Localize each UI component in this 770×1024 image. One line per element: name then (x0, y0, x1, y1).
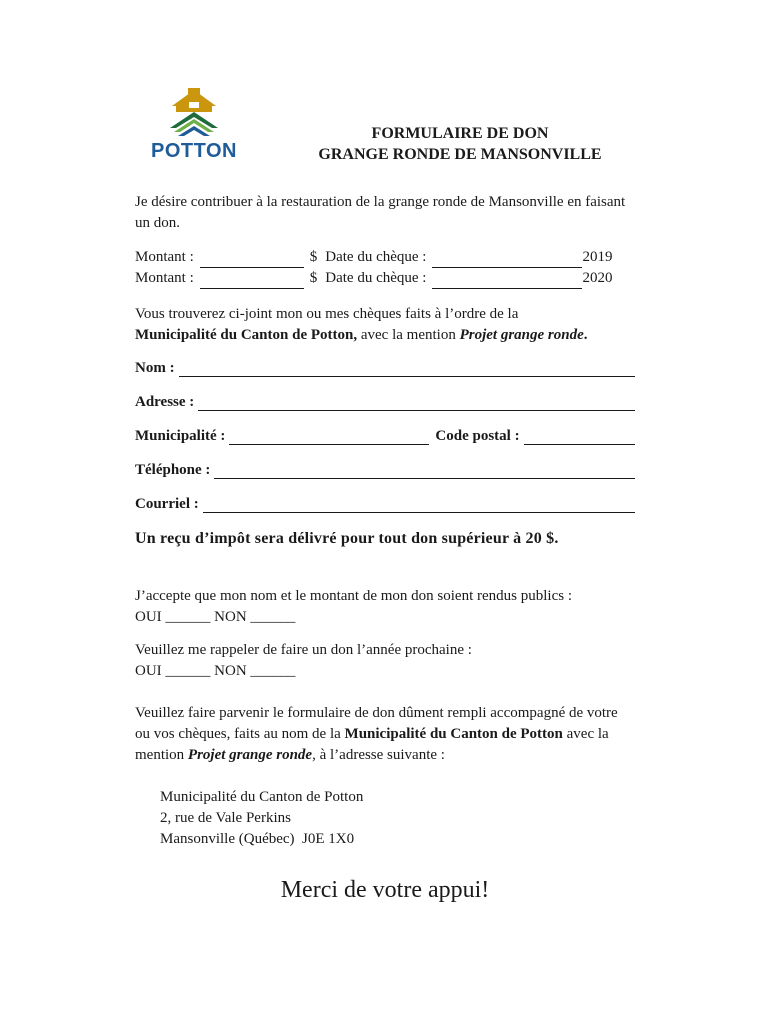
cheque-date-field[interactable] (432, 253, 582, 268)
amount-label: Montant : (135, 249, 194, 265)
address-line1: Municipalité du Canton de Potton (160, 789, 364, 805)
address-line3: Mansonville (Québec) J0E 1X0 (160, 831, 355, 847)
mailing-address (160, 787, 363, 850)
send-part3: , à l’adresse suivante : (312, 747, 445, 763)
form-title (280, 123, 640, 165)
public-consent-answer[interactable]: OUI ______ NON ______ (135, 609, 296, 625)
field-courriel (135, 496, 635, 513)
telephone-label: Téléphone : (135, 462, 211, 478)
public-consent-question: J’accepte que mon nom et le montant de mon don soient rendus publics : (135, 588, 572, 604)
field-telephone (135, 462, 635, 479)
field-nom (135, 360, 635, 377)
year-label: 2020 (582, 270, 613, 286)
logo-text: POTTON (151, 140, 237, 162)
courriel-input[interactable] (203, 498, 635, 513)
telephone-input[interactable] (214, 464, 635, 479)
potton-logo (148, 88, 240, 164)
cheques-prefix: Vous trouverez ci-joint mon ou mes chèques faits à l’ordre de la (135, 306, 519, 322)
thanks-message: Merci de votre appui! (280, 877, 490, 903)
cheques-end: . (583, 327, 588, 343)
courriel-label: Courriel : (135, 496, 199, 512)
code-postal-label: Code postal : (435, 428, 520, 444)
municipalite-label: Municipalité : (135, 428, 226, 444)
amount-label: Montant : (135, 270, 194, 286)
cheques-project: Projet grange ronde (459, 327, 584, 343)
send-project: Projet grange ronde (187, 747, 313, 763)
send-part1: Veuillez faire parvenir le formulaire de don dûment rempli accompagné de votre ou vos chèques, faits au nom de la (135, 705, 618, 742)
code-postal-input[interactable] (524, 430, 635, 445)
field-municipalite (135, 428, 635, 445)
cheques-municipality: Municipalité du Canton de Potton, (135, 327, 358, 343)
amount-field[interactable] (200, 274, 304, 289)
amount-row-2020 (135, 268, 635, 289)
amount-field[interactable] (200, 253, 304, 268)
public-consent (135, 586, 635, 628)
amount-row-2019 (135, 247, 635, 268)
tax-receipt-notice: Un reçu d’impôt sera délivré pour tout don supérieur à 20 $. (135, 530, 559, 547)
amount-rows (135, 247, 635, 289)
cheque-date-label: Date du chèque : (325, 270, 427, 286)
form-title-line1: FORMULAIRE DE DON (371, 125, 549, 142)
send-municipality: Municipalité du Canton de Potton (344, 726, 563, 742)
reminder (135, 640, 635, 682)
barn-hills-icon (148, 88, 240, 144)
send-part2: avec la mention (135, 726, 609, 763)
address-line2: 2, rue de Vale Perkins (160, 810, 291, 826)
send-instructions (135, 703, 635, 766)
form-title-line2: GRANGE RONDE DE MANSONVILLE (318, 146, 602, 163)
field-adresse (135, 394, 635, 411)
cheques-paragraph (135, 304, 635, 346)
year-label: 2019 (582, 249, 613, 265)
currency-sign: $ (309, 249, 318, 265)
cheque-date-field[interactable] (432, 274, 582, 289)
nom-input[interactable] (179, 362, 635, 377)
currency-sign: $ (309, 270, 318, 286)
adresse-label: Adresse : (135, 394, 195, 410)
municipalite-input[interactable] (229, 430, 429, 445)
cheque-date-label: Date du chèque : (325, 249, 427, 265)
nom-label: Nom : (135, 360, 175, 376)
reminder-question: Veuillez me rappeler de faire un don l’année prochaine : (135, 642, 472, 658)
reminder-answer[interactable]: OUI ______ NON ______ (135, 663, 296, 679)
intro-paragraph: Je désire contribuer à la restauration de la grange ronde de Mansonville en faisant un don. (135, 194, 626, 231)
adresse-input[interactable] (198, 396, 635, 411)
cheques-middle: avec la mention (357, 327, 460, 343)
